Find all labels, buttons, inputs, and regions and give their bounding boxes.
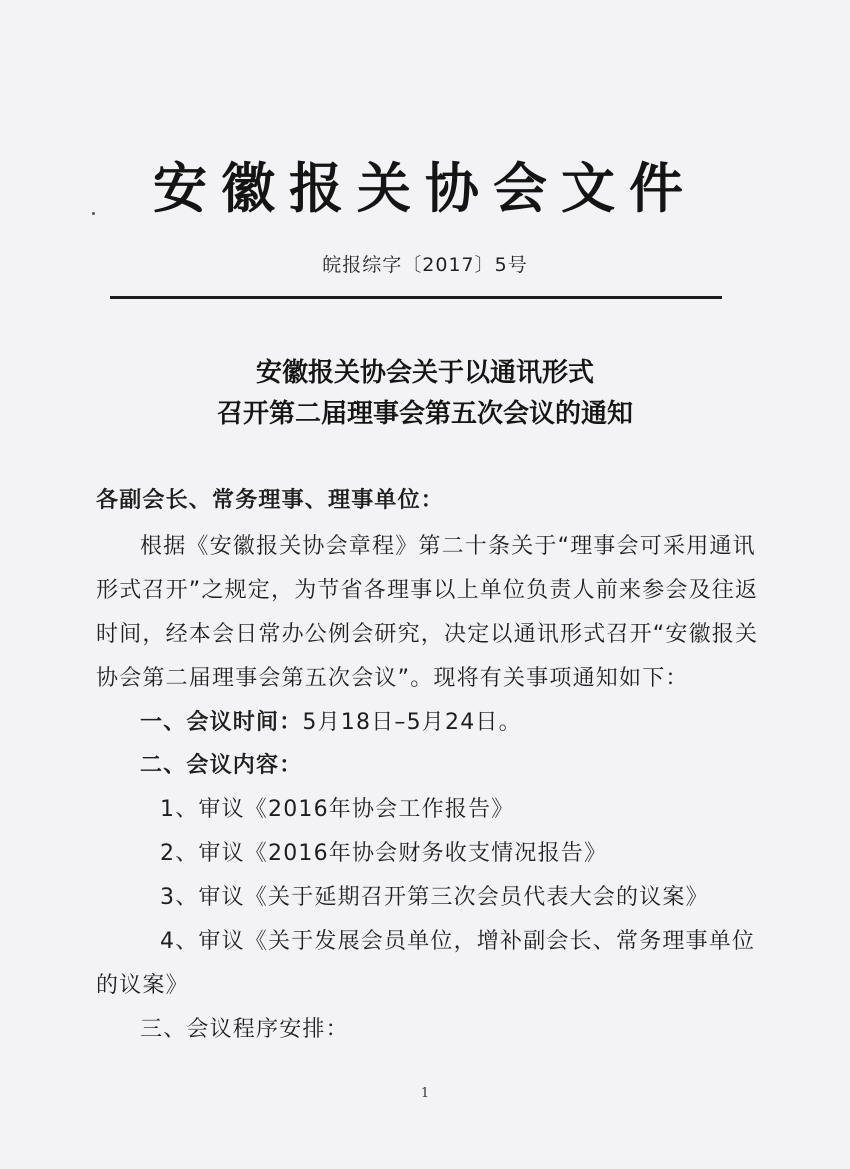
section-1-value: 5月18日–5月24日。 bbox=[302, 710, 522, 735]
section-1-label: 一、会议时间： bbox=[140, 710, 303, 735]
agenda-item-4-line-1: 4、审议《关于发展会员单位，增补副会长、常务理事单位 bbox=[160, 929, 756, 954]
section-3-label: 三、会议程序安排： bbox=[140, 1017, 349, 1042]
notice-title-line-1: 安徽报关协会关于以通讯形式 bbox=[255, 358, 594, 388]
agenda-item-2: 2、审议《2016年协会财务收支情况报告》 bbox=[160, 841, 608, 866]
section-1 bbox=[140, 705, 522, 736]
paragraph-1-line-2: 形式召开”之规定，为节省各理事以上单位负责人前来参会及往返 bbox=[96, 578, 759, 603]
agenda-item-1: 1、审议《2016年协会工作报告》 bbox=[160, 797, 515, 822]
paragraph-1-line-4: 协会第二届理事会第五次会议”。现将有关事项通知如下： bbox=[96, 666, 689, 691]
agenda-item-4-line-2: 的议案》 bbox=[96, 973, 189, 998]
header-divider bbox=[110, 296, 722, 299]
paragraph-1-line-1: 根据《安徽报关协会章程》第二十条关于“理事会可采用通讯 bbox=[140, 534, 756, 559]
page-number: 1 bbox=[420, 1086, 430, 1101]
paragraph-1-line-3: 时间，经本会日常办公例会研究，决定以通讯形式召开“安徽报关 bbox=[96, 622, 759, 647]
document-number: 皖报综字〔2017〕5号 bbox=[322, 254, 528, 276]
salutation: 各副会长、常务理事、理事单位： bbox=[96, 488, 445, 513]
section-2-label: 二、会议内容： bbox=[140, 753, 303, 778]
document-header-title: 安徽报关协会文件 bbox=[153, 156, 697, 220]
notice-title-line-2: 召开第二届理事会第五次会议的通知 bbox=[216, 399, 633, 429]
scan-speck bbox=[92, 212, 95, 215]
agenda-item-3: 3、审议《关于延期召开第三次会员代表大会的议案》 bbox=[160, 885, 709, 910]
